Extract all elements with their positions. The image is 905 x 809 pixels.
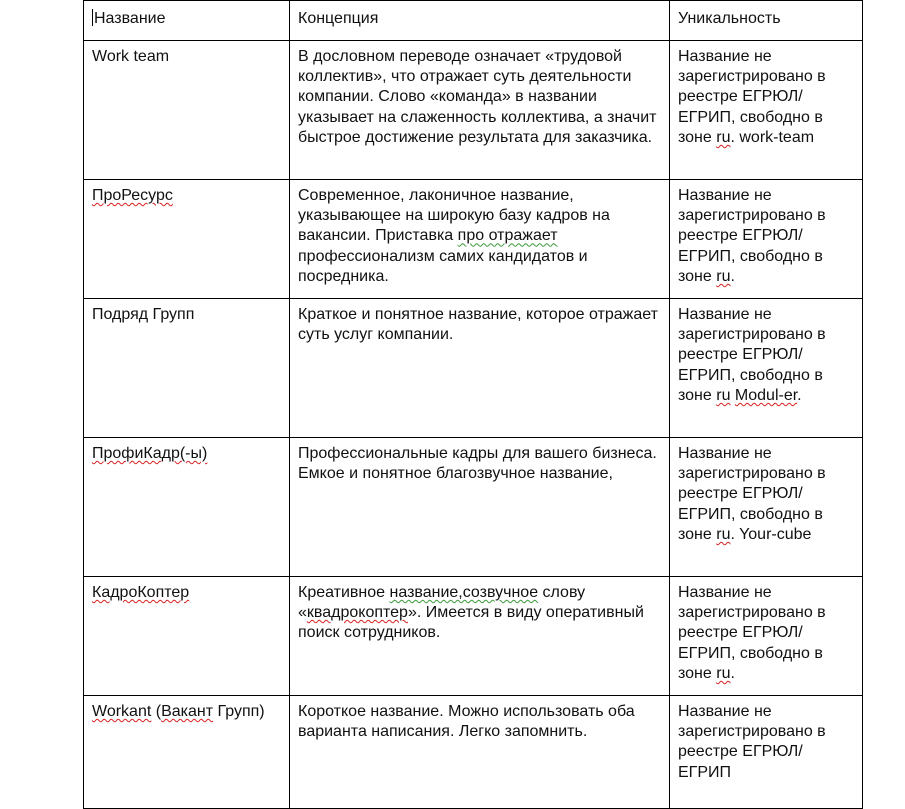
text-cursor: [92, 9, 93, 26]
uniqueness-text: Название не зарегистрировано в реестре ЕГРЮЛ/ЕГРИП, свободно в зоне: [678, 187, 826, 285]
uniqueness-cell[interactable]: [670, 696, 863, 809]
concept-cell[interactable]: [290, 41, 670, 180]
concept-text: Короткое название. Можно использовать оба варианта написания. Легко запомнить.: [298, 703, 635, 741]
table-row: [84, 41, 863, 180]
concept-cell[interactable]: [290, 299, 670, 438]
header-name: Название: [94, 10, 166, 27]
concept-cell[interactable]: [290, 696, 670, 809]
name-text: ПроРесурс: [92, 187, 173, 204]
zone-text: ru: [716, 664, 731, 682]
uniqueness-cell[interactable]: [670, 299, 863, 438]
name-text-mid: (: [151, 703, 162, 720]
header-uniqueness-cell[interactable]: [670, 1, 863, 41]
concept-cell[interactable]: [290, 577, 670, 696]
table-row: [84, 577, 863, 696]
uniqueness-text: Название не зарегистрировано в реестре ЕГРЮЛ/ЕГРИП, свободно в зоне: [678, 48, 826, 146]
name-text: Workant: [92, 703, 152, 720]
uniqueness-cell[interactable]: [670, 41, 863, 180]
concept-text-end: профессионализм самих кандидатов и посредника.: [298, 247, 588, 285]
name-text-alt: Вакант: [161, 703, 214, 720]
uniqueness-text: Название не зарегистрировано в реестре ЕГРЮЛ/ЕГРИП: [678, 703, 826, 781]
concept-text: Профессиональные кадры для вашего бизнеса. Емкое и понятное благозвучное название,: [298, 445, 657, 483]
uniqueness-text: Название не зарегистрировано в реестре ЕГРЮЛ/ЕГРИП, свободно в зоне: [678, 445, 826, 543]
names-table: [83, 0, 863, 809]
table-row: [84, 299, 863, 438]
concept-text-misspelled: квадрокоптер: [306, 604, 408, 622]
uniqueness-text: Название не зарегистрировано в реестре ЕГРЮЛ/ЕГРИП, свободно в зоне: [678, 306, 826, 404]
name-cell[interactable]: [84, 41, 290, 180]
concept-text-flagged: название,созвучное: [389, 584, 539, 601]
header-concept: Концепция: [298, 10, 379, 27]
header-concept-cell[interactable]: [290, 1, 670, 41]
uniqueness-cell[interactable]: [670, 577, 863, 696]
name-cell[interactable]: [84, 438, 290, 577]
zone-text: ru: [716, 386, 731, 404]
name-text: Work team: [92, 48, 170, 65]
name-text-end: Групп): [213, 703, 265, 720]
uniqueness-tail: .: [730, 267, 735, 285]
table-header-row: [84, 1, 863, 41]
name-cell[interactable]: [84, 299, 290, 438]
uniqueness-text: Название не зарегистрировано в реестре ЕГРЮЛ/ЕГРИП, свободно в зоне: [678, 584, 826, 682]
concept-text-mid: слову «: [298, 584, 586, 622]
header-uniqueness: Уникальность: [678, 10, 781, 27]
concept-text-flagged: про отражает: [457, 227, 558, 245]
table-row: [84, 180, 863, 299]
concept-text: Креативное: [298, 584, 390, 601]
domain-text: Modul-er: [734, 386, 798, 404]
uniqueness-tail: .: [797, 386, 802, 404]
zone-text: ru: [716, 128, 731, 146]
name-cell[interactable]: [84, 696, 290, 809]
uniqueness-tail: .: [730, 664, 735, 682]
concept-cell[interactable]: [290, 180, 670, 299]
concept-text: Современное, лаконичное название, указывающее на широкую базу кадров на вакансии. Приставка: [298, 187, 610, 245]
header-name-cell[interactable]: [84, 1, 290, 41]
uniqueness-tail: . Your-cube: [730, 525, 812, 543]
concept-cell[interactable]: [290, 438, 670, 577]
name-cell[interactable]: [84, 180, 290, 299]
uniqueness-cell[interactable]: [670, 438, 863, 577]
name-cell[interactable]: [84, 577, 290, 696]
name-text: Подряд Групп: [92, 306, 195, 323]
table-row: [84, 696, 863, 809]
zone-text: ru: [716, 267, 731, 285]
uniqueness-tail: . work-team: [730, 128, 815, 146]
uniqueness-cell[interactable]: [670, 180, 863, 299]
table-row: [84, 438, 863, 577]
name-text: ПрофиКадр(-ы): [92, 445, 208, 462]
concept-text: Краткое и понятное название, которое отражает суть услуг компании.: [298, 306, 658, 344]
name-text: КадроКоптер: [92, 584, 190, 601]
zone-text: ru: [716, 525, 731, 543]
concept-text-end: ». Имеется в виду оперативный поиск сотрудников.: [298, 604, 644, 642]
concept-text: В дословном переводе означает «трудовой коллектив», что отражает суть деятельности компании. Слово «команда» в названии указывает на слаженность коллектива, а значит быстрое достижение результата для заказчика.: [298, 48, 657, 146]
